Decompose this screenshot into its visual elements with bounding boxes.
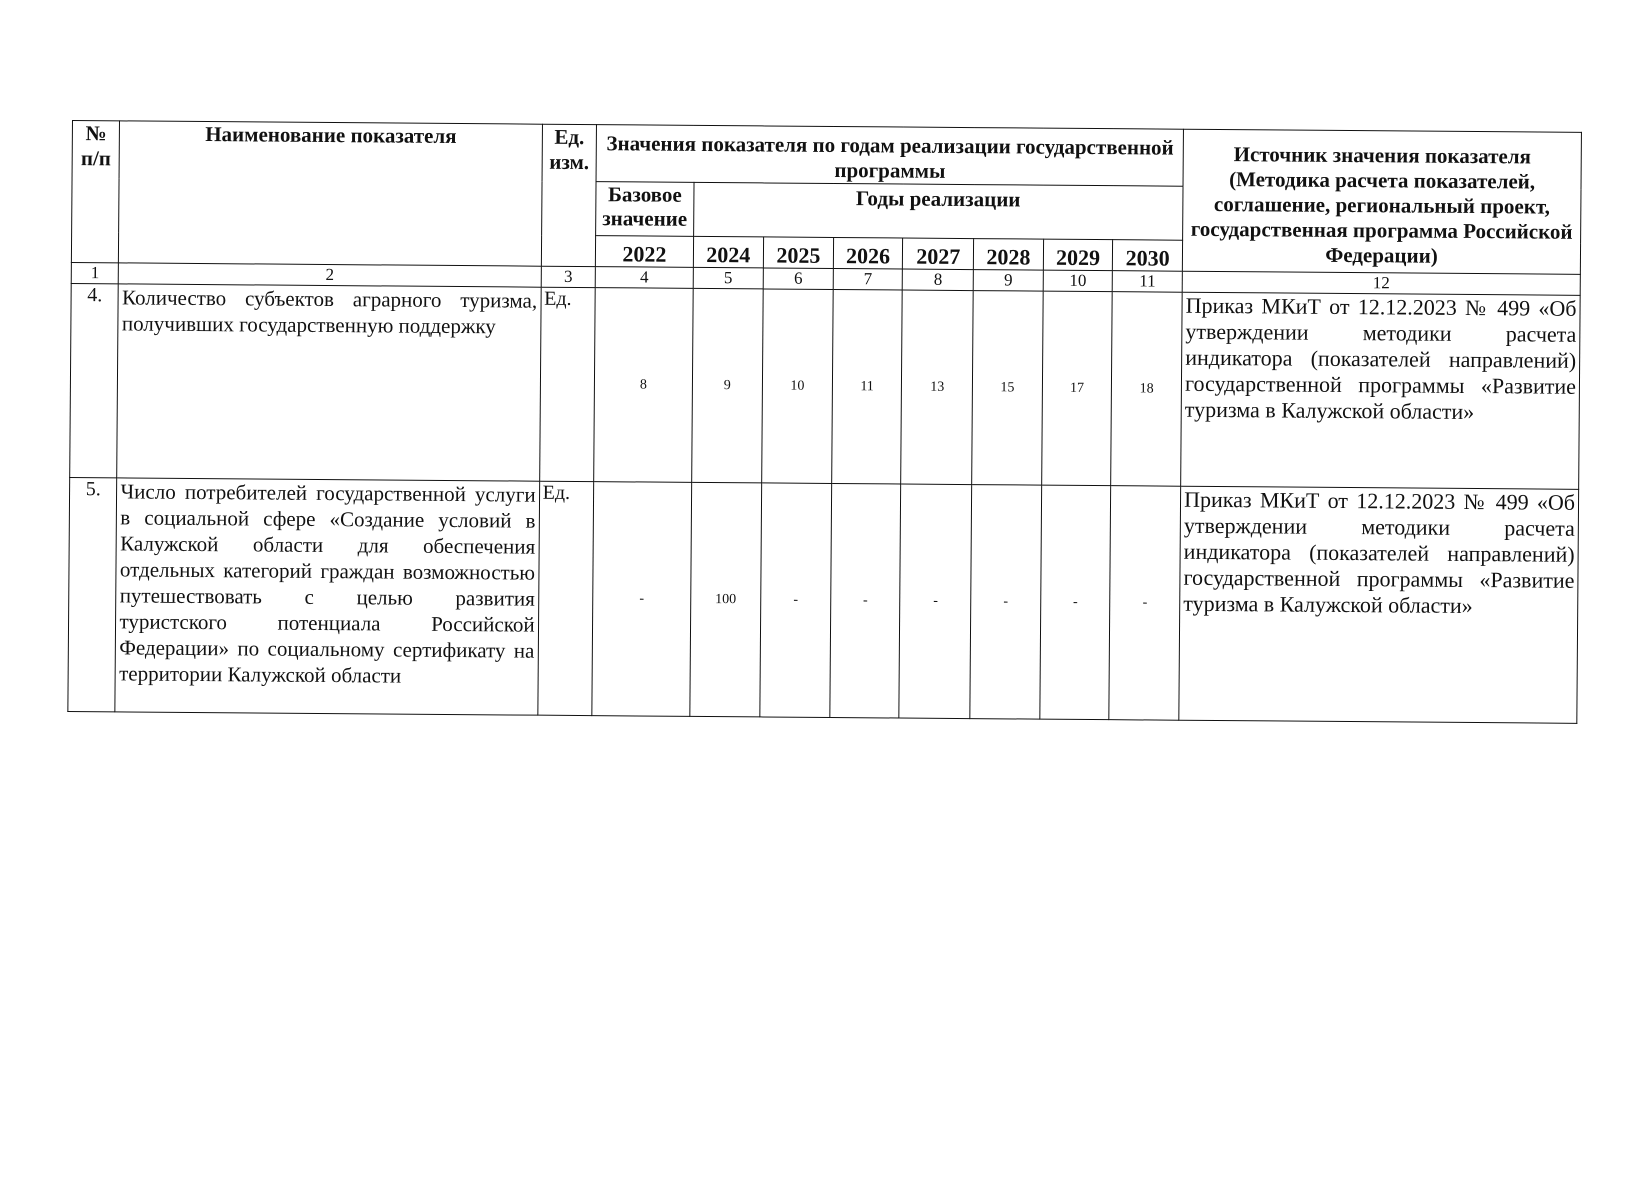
header-base-year: 2022 [596,236,693,268]
column-number: 3 [541,266,596,287]
column-number: 1 [71,262,119,283]
base-value-cell: - [592,482,691,717]
column-number: 4 [596,267,693,289]
column-number: 2 [119,263,541,287]
column-number: 12 [1182,271,1580,295]
table-row [70,283,1580,489]
column-number: 5 [693,267,764,289]
header-values-by-year: Значения показателя по годам реализации государственной программы [596,125,1183,187]
indicator-table-sheet [67,120,1582,724]
year-value-cell: - [899,484,972,719]
unit-cell: Ед. [539,287,595,481]
column-number: 6 [763,268,833,290]
header-year: 2029 [1043,239,1113,271]
header-source: Источник значения показателя (Методика расчета показателей, соглашение, региональный проект, государственная программа Российской Федерации) [1182,129,1581,274]
column-number: 7 [833,268,903,290]
column-number: 11 [1113,271,1183,293]
column-number: 10 [1043,270,1113,292]
base-value-cell: 8 [594,288,693,483]
header-year: 2027 [903,238,974,270]
header-year: 2026 [833,237,903,269]
header-base-value: Базовое значение [596,182,693,237]
column-number: 8 [903,269,974,291]
header-unit: Ед. изм. [541,124,597,266]
year-value-cell: - [1109,486,1180,721]
year-value-cell: 18 [1111,292,1182,487]
header-number: № п/п [71,121,120,263]
indicator-table [67,120,1582,724]
header-year: 2028 [974,239,1044,271]
source-cell: Приказ МКиТ от 12.12.2023 № 499 «Об утверждении методики расчета индикатора (показателей направлений) государственной программы «Развитие туризма в Калужской области» [1181,292,1580,489]
indicator-name: Число потребителей государственной услуги в социальной сфере «Создание условий в Калужской области для обеспечения отдельных категорий граждан возможностью путешествовать с целью развития туристского потенциала Российской Федерации» по социальному сертификату на территории Калужской области [115,478,539,715]
table-row [68,477,1579,723]
indicator-name: Количество субъектов аграрного туризма, получивших государственную поддержку [117,284,541,481]
header-years-of-implementation: Годы реализации [693,182,1183,240]
year-value-cell: 100 [689,482,762,717]
header-indicator-name: Наименование показателя [119,121,542,266]
row-number: 4. [70,283,119,477]
header-year: 2024 [693,236,764,268]
year-value-cell: 9 [691,288,763,483]
year-value-cell: - [830,483,901,718]
source-cell: Приказ МКиТ от 12.12.2023 № 499 «Об утверждении методики расчета индикатора (показателей направлений) государственной программы «Развитие туризма в Калужской области» [1179,486,1579,723]
header-year: 2025 [764,237,834,269]
year-value-cell: 13 [901,290,973,485]
year-value-cell: - [970,485,1041,720]
year-value-cell: 17 [1041,291,1112,486]
row-number: 5. [68,477,117,711]
year-value-cell: 10 [762,289,833,484]
column-number: 9 [973,270,1043,292]
year-value-cell: - [1040,485,1111,720]
year-value-cell: 11 [832,289,903,484]
unit-cell: Ед. [537,481,594,715]
year-value-cell: 15 [972,291,1043,486]
year-value-cell: - [760,483,831,718]
header-year: 2030 [1113,240,1183,272]
